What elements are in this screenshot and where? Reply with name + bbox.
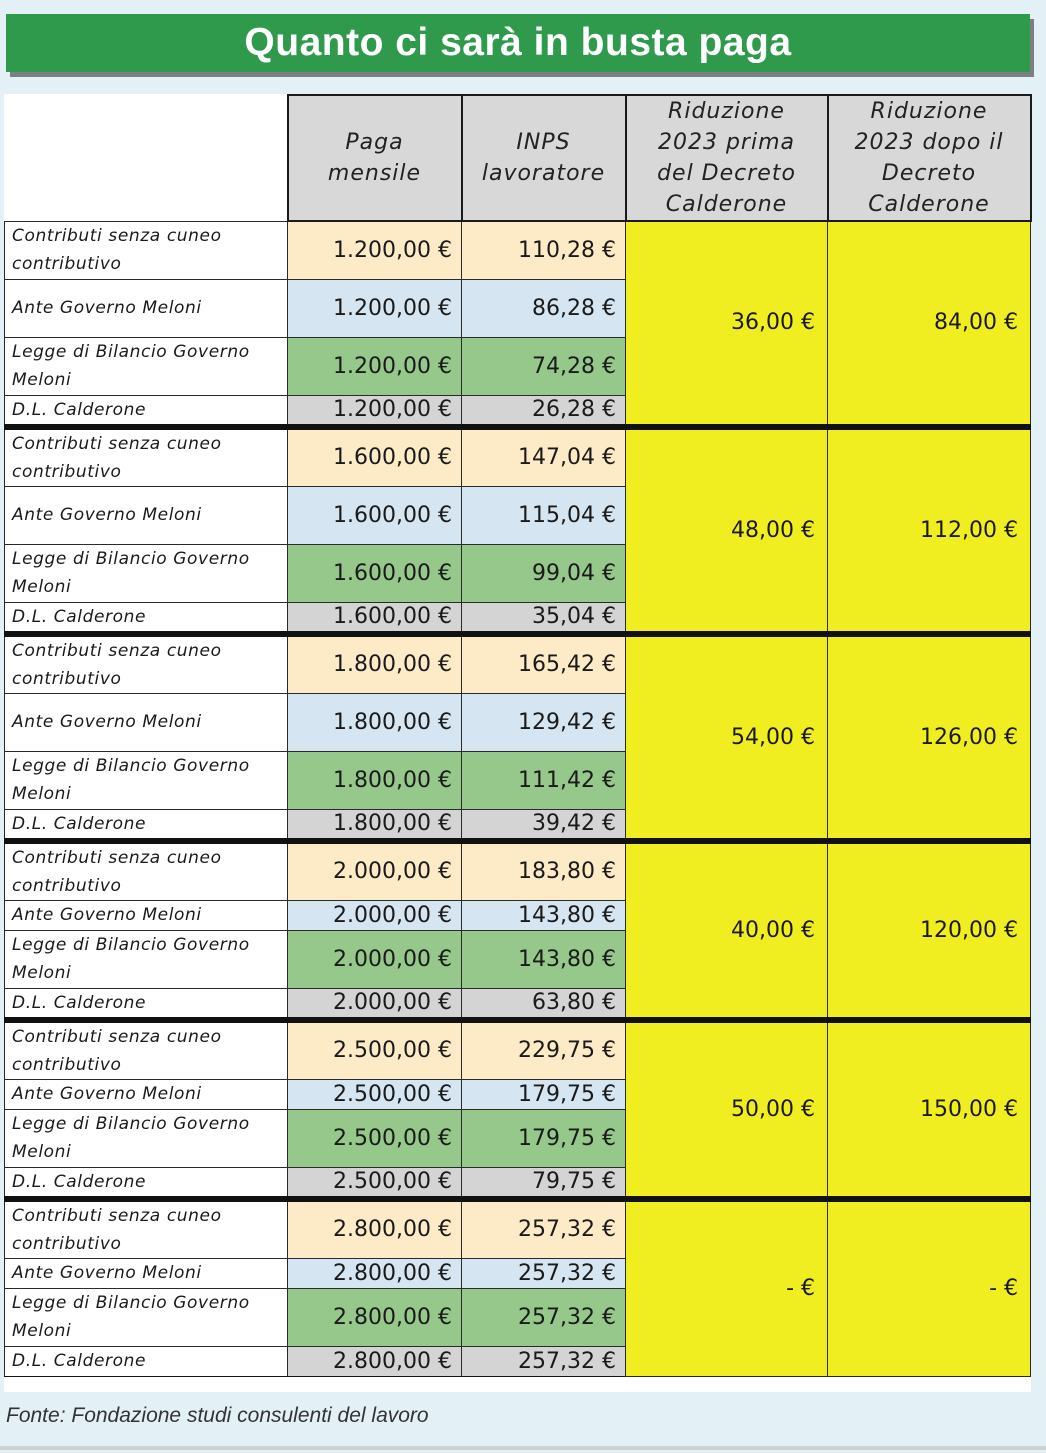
cell-inps-lavoratore: 183,80 €: [462, 841, 626, 901]
header-riduzione-dopo: Riduzione 2023 dopo il Decreto Calderone: [828, 95, 1031, 221]
row-label-legge-di-bilancio: Legge di Bilancio Governo Meloni: [5, 1109, 288, 1167]
row-label-legge-di-bilancio: Legge di Bilancio Governo Meloni: [5, 337, 288, 395]
cell-riduzione-dopo: 84,00 €: [828, 221, 1031, 427]
bottom-divider: [0, 1446, 1046, 1450]
cell-inps-lavoratore: 147,04 €: [462, 427, 626, 487]
table-row: [5, 634, 1031, 694]
cell-riduzione-prima: 40,00 €: [626, 841, 828, 1020]
table-body: [5, 221, 1031, 1376]
row-label-legge-di-bilancio: Legge di Bilancio Governo Meloni: [5, 930, 288, 988]
cell-inps-lavoratore: 39,42 €: [462, 809, 626, 841]
cell-riduzione-prima: 36,00 €: [626, 221, 828, 427]
cell-paga-mensile: 2.800,00 €: [288, 1258, 462, 1288]
row-label-legge-di-bilancio: Legge di Bilancio Governo Meloni: [5, 751, 288, 809]
row-label-legge-di-bilancio: Legge di Bilancio Governo Meloni: [5, 544, 288, 602]
cell-inps-lavoratore: 99,04 €: [462, 544, 626, 602]
cell-riduzione-dopo: 120,00 €: [828, 841, 1031, 1020]
cell-inps-lavoratore: 110,28 €: [462, 221, 626, 279]
row-label-dl-calderone: D.L. Calderone: [5, 988, 288, 1020]
cell-inps-lavoratore: 179,75 €: [462, 1109, 626, 1167]
cell-inps-lavoratore: 111,42 €: [462, 751, 626, 809]
cell-paga-mensile: 1.600,00 €: [288, 427, 462, 487]
row-label-contributi-senza-cuneo: Contributi senza cuneo contributivo: [5, 1199, 288, 1259]
cell-paga-mensile: 2.500,00 €: [288, 1109, 462, 1167]
cell-inps-lavoratore: 229,75 €: [462, 1020, 626, 1080]
cell-inps-lavoratore: 35,04 €: [462, 602, 626, 634]
row-label-ante-governo-meloni: Ante Governo Meloni: [5, 900, 288, 930]
cell-riduzione-prima: 48,00 €: [626, 427, 828, 634]
cell-paga-mensile: 2.800,00 €: [288, 1199, 462, 1259]
row-label-dl-calderone: D.L. Calderone: [5, 395, 288, 427]
cell-riduzione-prima: 50,00 €: [626, 1020, 828, 1199]
row-label-contributi-senza-cuneo: Contributi senza cuneo contributivo: [5, 221, 288, 279]
corner-cell: [5, 95, 288, 221]
row-label-contributi-senza-cuneo: Contributi senza cuneo contributivo: [5, 841, 288, 901]
table-row: [5, 427, 1031, 487]
cell-paga-mensile: 2.500,00 €: [288, 1020, 462, 1080]
row-label-dl-calderone: D.L. Calderone: [5, 1346, 288, 1376]
cell-inps-lavoratore: 143,80 €: [462, 930, 626, 988]
cell-paga-mensile: 1.200,00 €: [288, 279, 462, 337]
row-label-ante-governo-meloni: Ante Governo Meloni: [5, 279, 288, 337]
cell-riduzione-dopo: 150,00 €: [828, 1020, 1031, 1199]
cell-inps-lavoratore: 115,04 €: [462, 486, 626, 544]
cell-inps-lavoratore: 129,42 €: [462, 693, 626, 751]
cell-paga-mensile: 1.800,00 €: [288, 634, 462, 694]
header-riduzione-prima: Riduzione 2023 prima del Decreto Calderone: [626, 95, 828, 221]
cell-inps-lavoratore: 165,42 €: [462, 634, 626, 694]
table-row: [5, 1020, 1031, 1080]
cell-inps-lavoratore: 74,28 €: [462, 337, 626, 395]
row-label-dl-calderone: D.L. Calderone: [5, 1167, 288, 1199]
cell-paga-mensile: 1.800,00 €: [288, 693, 462, 751]
cell-inps-lavoratore: 79,75 €: [462, 1167, 626, 1199]
header-row: [5, 95, 1031, 221]
cell-inps-lavoratore: 257,32 €: [462, 1288, 626, 1346]
payslip-table: [4, 94, 1032, 1377]
cell-paga-mensile: 1.800,00 €: [288, 751, 462, 809]
table-row: [5, 1199, 1031, 1259]
cell-paga-mensile: 1.200,00 €: [288, 221, 462, 279]
cell-paga-mensile: 1.600,00 €: [288, 602, 462, 634]
cell-paga-mensile: 2.000,00 €: [288, 930, 462, 988]
row-label-dl-calderone: D.L. Calderone: [5, 809, 288, 841]
row-label-dl-calderone: D.L. Calderone: [5, 602, 288, 634]
table-row: [5, 841, 1031, 901]
row-label-contributi-senza-cuneo: Contributi senza cuneo contributivo: [5, 427, 288, 487]
cell-paga-mensile: 2.000,00 €: [288, 841, 462, 901]
cell-paga-mensile: 1.200,00 €: [288, 395, 462, 427]
cell-inps-lavoratore: 257,32 €: [462, 1346, 626, 1376]
cell-inps-lavoratore: 63,80 €: [462, 988, 626, 1020]
cell-riduzione-dopo: 112,00 €: [828, 427, 1031, 634]
title-banner: [6, 14, 1030, 72]
cell-riduzione-dopo: 126,00 €: [828, 634, 1031, 841]
cell-inps-lavoratore: 86,28 €: [462, 279, 626, 337]
cell-paga-mensile: 2.800,00 €: [288, 1346, 462, 1376]
cell-paga-mensile: 2.800,00 €: [288, 1288, 462, 1346]
row-label-ante-governo-meloni: Ante Governo Meloni: [5, 1258, 288, 1288]
cell-paga-mensile: 1.200,00 €: [288, 337, 462, 395]
cell-paga-mensile: 1.600,00 €: [288, 544, 462, 602]
row-label-ante-governo-meloni: Ante Governo Meloni: [5, 486, 288, 544]
cell-paga-mensile: 1.600,00 €: [288, 486, 462, 544]
page-title: Quanto ci sarà in busta paga: [244, 21, 792, 64]
cell-inps-lavoratore: 257,32 €: [462, 1258, 626, 1288]
table-row: [5, 221, 1031, 279]
source-note: Fonte: Fondazione studi consulenti del lavoro: [6, 1404, 429, 1427]
cell-paga-mensile: 2.500,00 €: [288, 1079, 462, 1109]
row-label-contributi-senza-cuneo: Contributi senza cuneo contributivo: [5, 634, 288, 694]
cell-paga-mensile: 2.500,00 €: [288, 1167, 462, 1199]
row-label-contributi-senza-cuneo: Contributi senza cuneo contributivo: [5, 1020, 288, 1080]
header-inps-lavoratore: INPS lavoratore: [462, 95, 626, 221]
cell-paga-mensile: 2.000,00 €: [288, 988, 462, 1020]
cell-riduzione-prima: 54,00 €: [626, 634, 828, 841]
cell-paga-mensile: 2.000,00 €: [288, 900, 462, 930]
cell-inps-lavoratore: 257,32 €: [462, 1199, 626, 1259]
cell-inps-lavoratore: 179,75 €: [462, 1079, 626, 1109]
cell-inps-lavoratore: 26,28 €: [462, 395, 626, 427]
cell-riduzione-prima: - €: [626, 1199, 828, 1377]
row-label-ante-governo-meloni: Ante Governo Meloni: [5, 1079, 288, 1109]
cell-paga-mensile: 1.800,00 €: [288, 809, 462, 841]
row-label-legge-di-bilancio: Legge di Bilancio Governo Meloni: [5, 1288, 288, 1346]
row-label-ante-governo-meloni: Ante Governo Meloni: [5, 693, 288, 751]
cell-riduzione-dopo: - €: [828, 1199, 1031, 1377]
cell-inps-lavoratore: 143,80 €: [462, 900, 626, 930]
header-paga-mensile: Paga mensile: [288, 95, 462, 221]
